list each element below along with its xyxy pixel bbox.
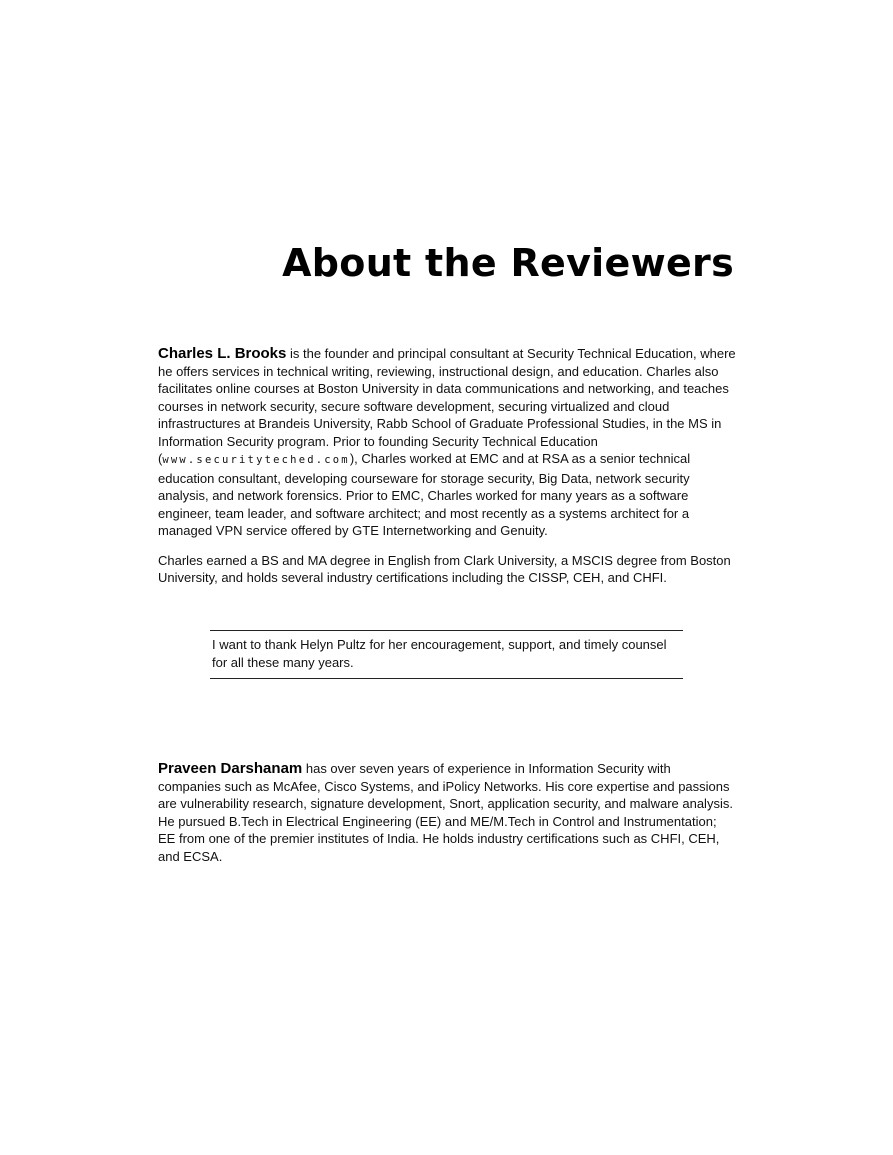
bio-text: is the founder and principal consultant at Security Technical Education, where he offers services in technical writing, reviewing, instructional design, and education. Charles also facilitates online courses at Boston University in data communications and networking, and teaches courses in network security, secure software development, securing virtualized and cloud infrastructures at Brandeis University, Rabb School of Graduate Professional Studies, in the MS in Information Security program. Prior to founding Security Technical Education ( <box>158 346 736 466</box>
reviewer-bio-charles-brooks <box>158 345 736 599</box>
reviewer-name: Praveen Darshanam <box>158 760 303 777</box>
acknowledgement-box: I want to thank Helyn Pultz for her encouragement, support, and timely counsel for all these many years. <box>210 630 683 679</box>
bio-paragraph <box>158 345 736 540</box>
bio-text: has over seven years of experience in Information Security with companies such as McAfee, Cisco Systems, and iPolicy Networks. His core expertise and passions are vulnerability research, signature development, Snort, application security, and malware analysis. He pursued B.Tech in Electrical Engineering (EE) and ME/M.Tech in Control and Instrumentation; EE from one of the premier institutes of India. He holds industry certifications such as CHFI, CEH, and ECSA. <box>158 761 733 864</box>
reviewer-bio-praveen-darshanam <box>158 760 736 877</box>
bio-text: ), Charles worked at EMC and at RSA as a senior technical education consultant, developing courseware for storage security, Big Data, network security analysis, and network forensics. Prior to EMC, Charles worked for many years as a software engineer, team leader, and software architect; and most recently as a systems architect for a managed VPN service offered by GTE Internetworking and Genuity. <box>158 451 691 538</box>
website-url: www.securityteched.com <box>162 454 350 466</box>
reviewer-name: Charles L. Brooks <box>158 345 287 362</box>
page-title: About the Reviewers <box>282 241 734 285</box>
bio-paragraph <box>158 760 736 865</box>
bio-paragraph: Charles earned a BS and MA degree in English from Clark University, a MSCIS degree from Boston University, and holds several industry certifications including the CISSP, CEH, and CHFI. <box>158 552 731 585</box>
